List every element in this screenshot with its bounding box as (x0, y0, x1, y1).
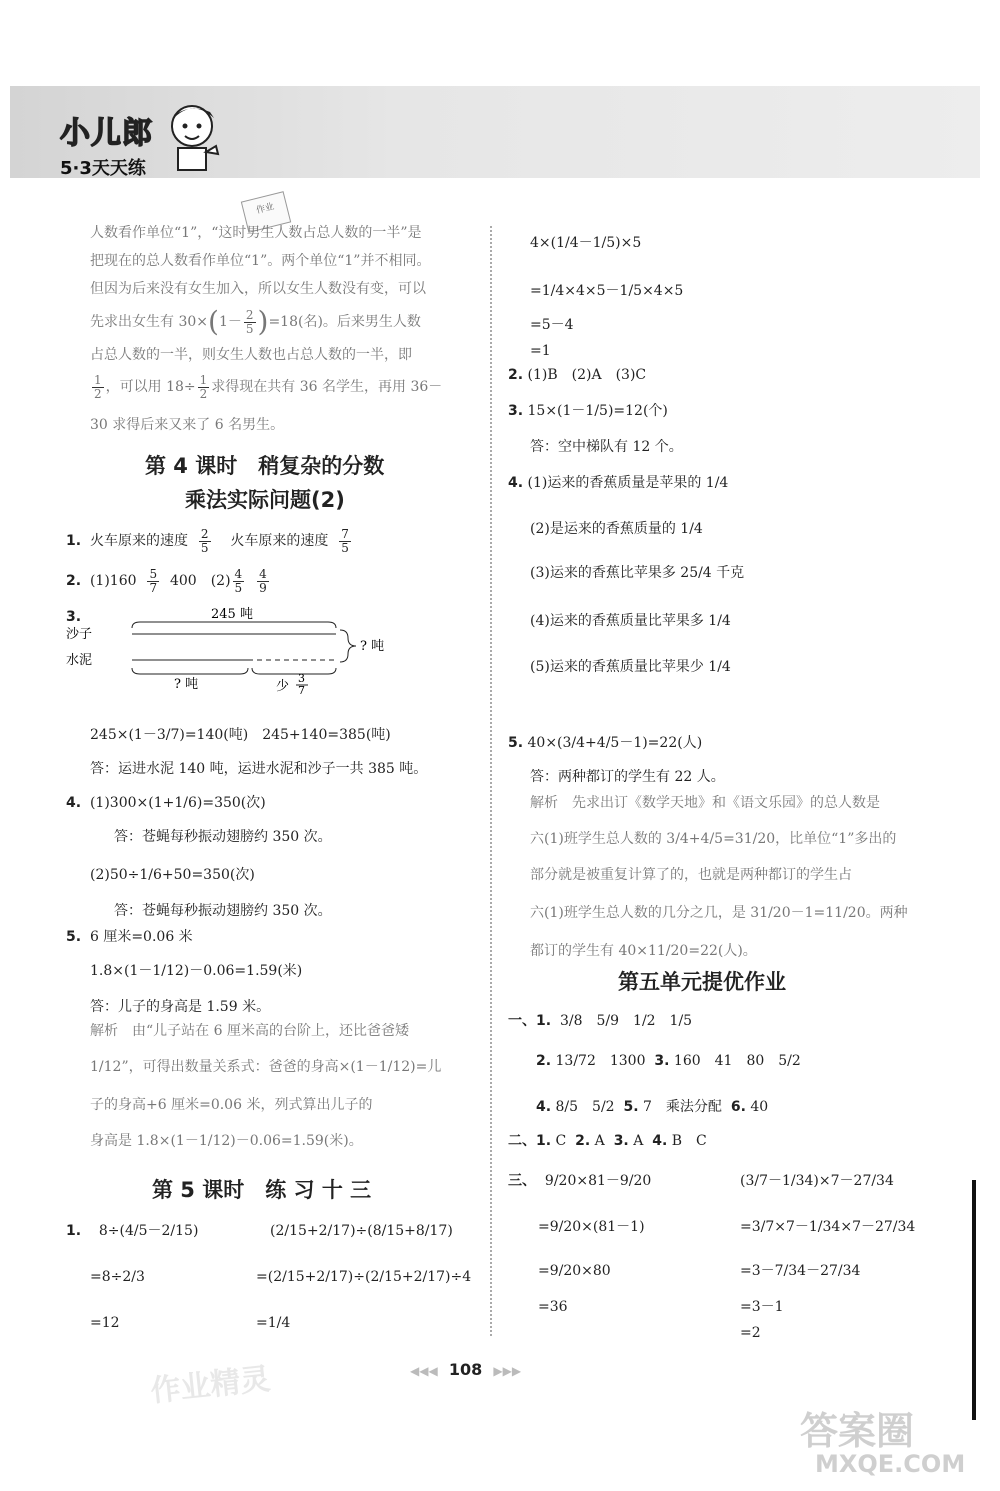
analysis-line: 都订的学生有 40×11/20=22(人)。 (530, 943, 757, 959)
analysis-line: 六(1)班学生总人数的 3/4+4/5=31/20，比单位“1”多出的 (530, 831, 897, 847)
question-5: 5. 6 厘米=0.06 米 (66, 929, 193, 945)
line-segment-diagram (66, 604, 406, 694)
answer-part: (5)运来的香蕉质量比苹果少 1/4 (530, 659, 731, 675)
answer: 答：空中梯队有 12 个。 (530, 439, 683, 455)
section-1-q2-3: 2. 13/72 1300 3. 160 41 80 5/2 (536, 1053, 801, 1069)
equation: =8÷2/3 (90, 1269, 145, 1285)
binding-edge (972, 1180, 976, 1420)
text-line: 把现在的总人数看作单位“1”。两个单位“1”并不相同。 (90, 253, 431, 269)
text-span: 先求出女生有 30× (90, 314, 208, 330)
equation: 4×(1/4－1/5)×5 (530, 235, 642, 251)
equation: =1/4×4×5－1/5×4×5 (530, 283, 684, 299)
next-arrows-icon: ▶▶▶ (493, 1364, 522, 1378)
page-number: 108 (448, 1360, 483, 1379)
analysis-line: 1/12”，可得出数量关系式：爸爸的身高×(1－1/12)=儿 (90, 1059, 442, 1075)
analysis-line: 解析 由“儿子站在 6 厘米高的台阶上，还比爸爸矮 (90, 1023, 409, 1039)
equation: (2/15+2/17)÷(8/15+8/17) (270, 1223, 453, 1239)
text-span: ，可以用 18÷ (105, 379, 196, 396)
question-2: 2. (1)B (2)A (3)C (508, 367, 647, 383)
section-3: 三、 9/20×81－9/20 (508, 1173, 652, 1189)
watermark: MXQE.COM (815, 1450, 966, 1478)
analysis-line: 部分就是被重复计算了的，也就是两种都订的学生占 (530, 867, 852, 883)
diagram-total-label: ? 吨 (360, 639, 385, 654)
answer: 答：苍蝇每秒振动翅膀约 350 次。 (114, 829, 332, 845)
header-band (10, 86, 980, 178)
unit-title: 第五单元提优作业 (618, 970, 786, 994)
question-3: 3. 15×(1－1/5)=12(个) (508, 403, 668, 419)
equation: =1/4 (256, 1315, 291, 1331)
watermark: 答案圈 (800, 1409, 915, 1453)
text-span: =18(名)。后来男生人数 (268, 314, 421, 330)
equation: =3－7/34－27/34 (740, 1263, 861, 1279)
watermark: 作业精灵 (148, 1361, 272, 1410)
logo (60, 108, 153, 180)
section-1-q4-6: 4. 8/5 5/2 5. 7 乘法分配 6. 40 (536, 1099, 769, 1115)
brand-name: 小儿郎 (60, 116, 153, 151)
equation: 1.8×(1－1/12)－0.06=1.59(米) (90, 963, 303, 979)
analysis-line: 六(1)班学生总人数的几分之几，是 31/20－1=11/20。两种 (530, 905, 908, 921)
diagram-less-label: 少 (276, 679, 290, 694)
answer: 答：两种都订的学生有 22 人。 (530, 769, 725, 785)
equation: =(2/15+2/17)÷(2/15+2/17)÷4 (256, 1269, 472, 1285)
question-4: 4. (1)运来的香蕉质量是苹果的 1/4 (508, 475, 729, 491)
exercise-1: 1. 8÷(4/5－2/15) (66, 1223, 199, 1239)
answer-part: (4)运来的香蕉质量比苹果多 1/4 (530, 613, 731, 629)
equation: =2 (740, 1325, 761, 1341)
lesson-5-title: 第 5 课时 练 习 十 三 (152, 1178, 372, 1202)
answer: 答：苍蝇每秒振动翅膀约 350 次。 (114, 903, 332, 919)
answer-part: (2)是运来的香蕉质量的 1/4 (530, 521, 703, 537)
equation: =12 (90, 1315, 120, 1331)
equation: 245×(1－3/7)=140(吨) 245+140=385(吨) (90, 727, 391, 743)
fraction: $\frac{1}{2}$ (199, 373, 208, 401)
fraction: $\frac{1}{2}$ (94, 373, 102, 401)
equation: =3－1 (740, 1299, 784, 1315)
question-5: 5. 40×(3/4+4/5－1)=22(人) (508, 735, 703, 751)
answer-part: (3)运来的香蕉比苹果多 25/4 千克 (530, 565, 745, 581)
text-line: 人数看作单位“1”，“这时男生人数占总人数的一半”是 (90, 225, 422, 241)
text-span: 求得现在共有 36 名学生，再用 36－ (211, 379, 443, 396)
mascot-icon (162, 98, 222, 172)
question-4: 4. (1)300×(1+1/6)=350(次) (66, 795, 266, 811)
series-name: 5·3天天练 (60, 158, 146, 179)
diagram-cement-unknown: ? 吨 (174, 677, 199, 692)
text-line: 但因为后来没有女生加入，所以女生人数没有变，可以 (90, 281, 426, 297)
diagram-less-num: 3 (298, 672, 305, 685)
equation: =1 (530, 343, 551, 359)
equation: =9/20×(81－1) (538, 1219, 645, 1235)
diagram-less-den: 7 (298, 684, 305, 694)
text-line: 占总人数的一半，则女生人数也占总人数的一半，即 (90, 347, 412, 363)
answer: 答：儿子的身高是 1.59 米。 (90, 999, 271, 1015)
analysis-line: 解析 先求出订《数学天地》和《语文乐园》的总人数是 (530, 795, 880, 811)
stamp: 作业 (241, 191, 291, 233)
text-line: 30 求得后来又来了 6 名男生。 (90, 417, 285, 433)
question-1: 1. 火车原来的速度 $\frac{2}{5}$ 火车原来的速度 $\frac{7}{5}$ (66, 527, 349, 555)
equation: (3/7－1/34)×7－27/34 (740, 1173, 894, 1189)
equation: =36 (538, 1299, 568, 1315)
diagram-top-label: 245 吨 (211, 607, 253, 622)
text-line (90, 374, 442, 400)
page-number-nav (410, 1360, 590, 1379)
question-2: 2. (1)160 $\frac{5}{7}$ 400 (2) $\frac{4}{5}$ $\frac{4}{9}$ (66, 567, 267, 595)
analysis-line: 身高是 1.8×(1－1/12)－0.06=1.59(米)。 (90, 1133, 363, 1149)
prev-arrows-icon: ◀◀◀ (410, 1364, 438, 1378)
section-1-q1: 一、1. 3/8 5/9 1/2 1/5 (508, 1013, 693, 1029)
equation: (2)50÷1/6+50=350(次) (90, 867, 255, 883)
lesson-4-subtitle: 乘法实际问题(2) (185, 488, 345, 512)
equation: =9/20×80 (538, 1263, 611, 1279)
section-2: 二、1. C 2. A 3. A 4. B C (508, 1133, 707, 1149)
analysis-line: 子的身高+6 厘米=0.06 米，列式算出儿子的 (90, 1097, 373, 1113)
equation: =5－4 (530, 317, 574, 333)
diagram-sand-label: 沙子 (66, 627, 93, 642)
question-3-number: 3. (66, 609, 82, 625)
equation: =3/7×7－1/34×7－27/34 (740, 1219, 916, 1235)
lesson-4-title: 第 4 课时 稍复杂的分数 (145, 454, 385, 478)
column-divider (490, 226, 492, 1336)
fraction: $\frac{2}{5}$ (245, 307, 254, 336)
diagram-cement-label: 水泥 (66, 653, 93, 668)
text-line: 先求出女生有 30×(1－ $\frac{2}{5}$ )=18(名)。后来男生人数 (90, 305, 421, 338)
answer: 答：运进水泥 140 吨，运进水泥和沙子一共 385 吨。 (90, 761, 428, 777)
